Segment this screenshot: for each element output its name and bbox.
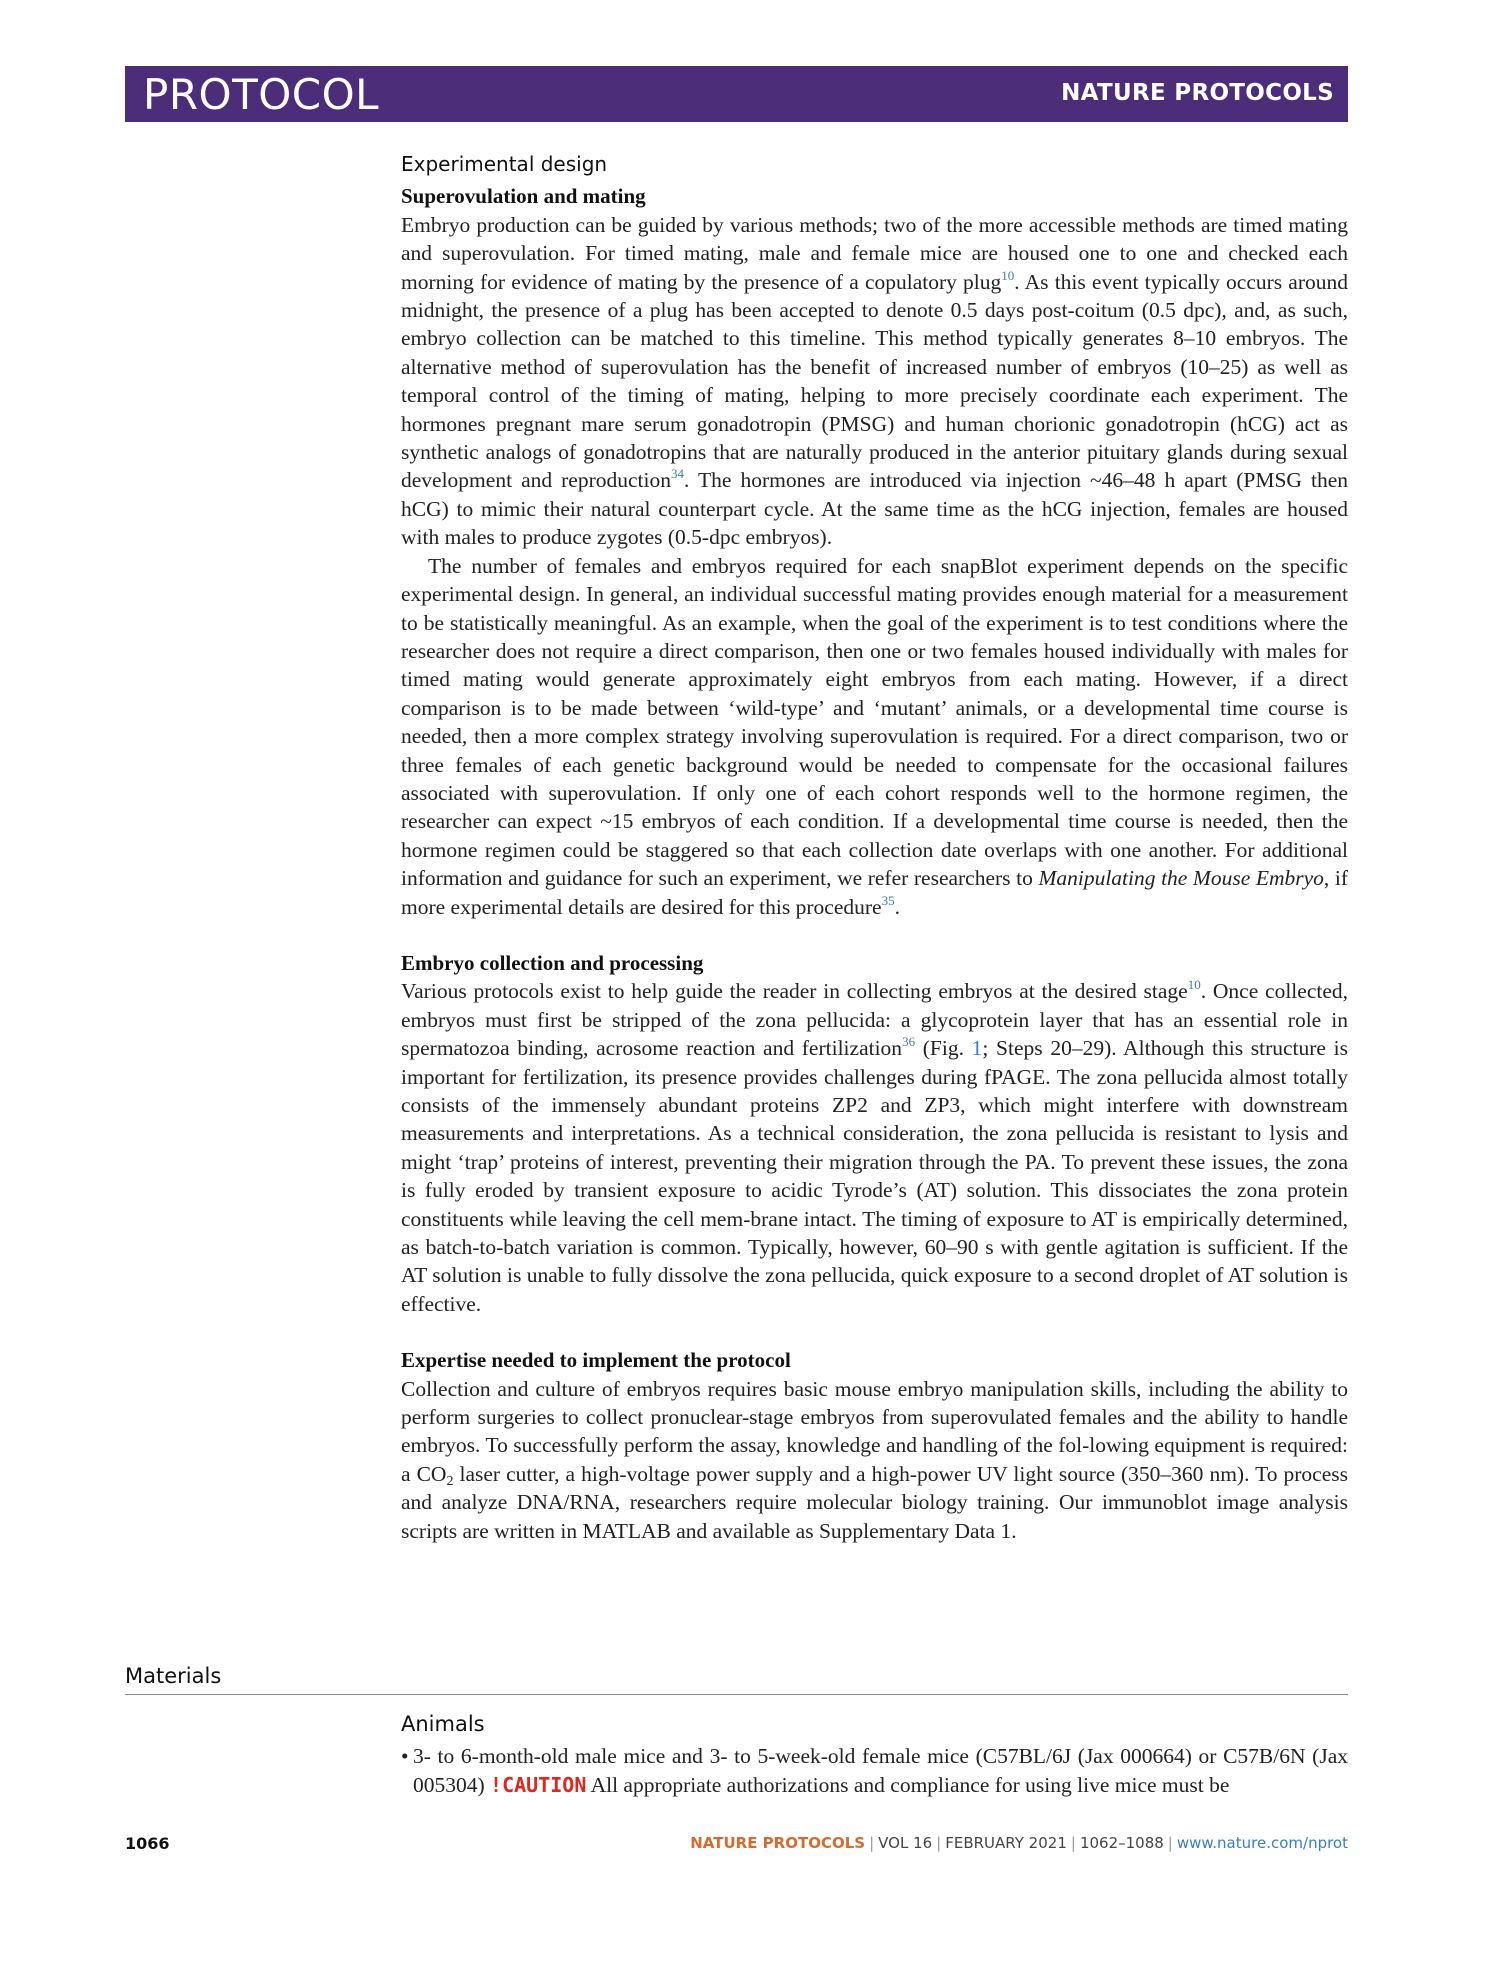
section-divider (125, 1694, 1348, 1695)
paragraph-expertise: Collection and culture of embryos requires basic mouse embryo manipulation skills, including the ability to perform surgeries to collect pronuclear-stage embryos from superovulated females and the ability to handle embryos. To successfully perform the assay, knowledge and handling of the fol-lowing equipment is required: a $CO_2$ laser cutter, a high-voltage power supply and a high-power UV light source (350–360 nm). To process and analyze DNA/RNA, researchers require molecular biology training. Our immunoblot image analysis scripts are written in MATLAB and available as Supplementary Data 1. (401, 1376, 1348, 1543)
subheading-animals: Animals (401, 1712, 485, 1736)
paragraph-embryo-collection: Various protocols exist to help guide the reader in collecting embryos at the desired stage$^{10}$. Once collected, embryos must first be stripped of the zona pellucida: a glycoprotein layer that has an essential role in spermatozoa binding, acrosome reaction and fertilization$^{36}$ (Fig. 1; Steps 20–29). Although this structure is important for fertilization, its presence provides challenges during fPAGE. The zona pellucida almost totally consists of the immensely abundant proteins ZP2 and ZP3, which might interfere with downstream measurements and interpretations. As a technical consideration, the zona pellucida is resistant to lysis and might ‘trap’ proteins of interest, preventing their migration through the PA. To prevent these issues, the zona is fully eroded by transient exposure to acidic Tyrode’s (AT) solution. This dissociates the zona protein constituents while leaving the cell mem-brane intact. The timing of exposure to AT is empirically determined, as batch-to-batch variation is common. Typically, however, 60–90 s with gentle agitation is sufficient. If the AT solution is unable to fully dissolve the zona pellucida, quick exposure to a second droplet of AT solution is effective. (401, 977, 1349, 1316)
footer-url-link[interactable]: www.nature.com/nprot (1176, 1834, 1348, 1852)
reference-link[interactable]: 36 (902, 1034, 916, 1050)
footer-date: FEBRUARY 2021 (945, 1834, 1067, 1852)
section-heading-materials: Materials (125, 1664, 222, 1688)
subheading-superovulation: Superovulation and mating (401, 184, 646, 209)
page-number: 1066 (125, 1834, 170, 1853)
journal-label: NATURE PROTOCOLS (1061, 80, 1334, 106)
reference-link[interactable]: 35 (881, 892, 895, 908)
materials-animals (401, 1710, 1348, 1799)
section-heading-experimental-design: Experimental design (401, 152, 608, 176)
subheading-expertise: Expertise needed to implement the protocol (401, 1348, 791, 1373)
paragraph-superovulation-2: The number of females and embryos required for each snapBlot experiment depends on the specific experimental design. In general, an individual successful mating provides enough material for a measurement to be statistically meaningful. As an example, when the goal of the experiment is to test conditions where the researcher does not require a direct comparison, then one or two females housed individually with males for timed mating would generate approximately eight embryos from each mating. However, if a direct comparison is to be made between ‘wild-type’ and ‘mutant’ animals, or a developmental time course is needed, then a more complex strategy involving superovulation is required. For a direct comparison, two or three females of each genetic background would be needed to compensate for the occasional failures associated with superovulation. If only one of each cohort responds well to the hormone regimen, the researcher can expect ~15 embryos of each condition. If a developmental time course is needed, then the hormone regimen could be staggered so that each collection date overlaps with one another. For additional information and guidance for such an experiment, we refer researchers to Manipulating the Mouse Embryo, if more experimental details are desired for this procedure$^{35}$. (401, 553, 1348, 919)
header-banner (125, 66, 1348, 122)
section-label: PROTOCOL (143, 70, 380, 119)
reference-link[interactable]: 10 (1001, 267, 1015, 283)
footer-citation: NATURE PROTOCOLS | VOL 16 | FEBRUARY 2021 | 1062–1088 | www.nature.com/nprot (690, 1834, 1348, 1852)
footer-journal: NATURE PROTOCOLS (690, 1834, 866, 1852)
main-column (401, 150, 1348, 1545)
paragraph-superovulation-1: Embryo production can be guided by various methods; two of the more accessible methods are timed mating and superovulation. For timed mating, male and female mice are housed one to one and checked each morning for evidence of mating by the presence of a copulatory plug$^{10}$. As this event typically occurs around midnight, the presence of a plug has been accepted to denote 0.5 days post-coitum (0.5 dpc), and, as such, embryo collection can be matched to this timeline. This method typically generates 8–10 embryos. The alternative method of superovulation has the benefit of increased number of embryos (10–25) as well as temporal control of the timing of mating, helping to more precisely coordinate each experiment. The hormones pregnant mare serum gonadotropin (PMSG) and human chorionic gonadotropin (hCG) act as synthetic analogs of gonadotropins that are naturally produced in the anterior pituitary glands during sexual development and reproduction$^{34}$. The hormones are introduced via injection ~46–48 h apart (PMSG then hCG) to mimic their natural counterpart cycle. At the same time as the hCG injection, females are housed with males to produce zygotes (0.5-dpc embryos). (401, 212, 1349, 550)
subheading-embryo-collection: Embryo collection and processing (401, 950, 704, 975)
list-item: • 3- to 6-month-old male mice and 3- to 5-week-old female mice (C57BL/6J (Jax 000664) or C57B/6N (Jax 005304) !CAUTION All appropriate authorizations and compliance for using live mice must be (401, 1744, 1348, 1797)
caution-label: !CAUTION (490, 1772, 587, 1797)
book-title: Manipulating the Mouse Embryo (1038, 866, 1324, 891)
footer-pages: 1062–1088 (1079, 1834, 1164, 1852)
reference-link[interactable]: 34 (671, 466, 684, 482)
figure-link[interactable]: 1 (971, 1036, 983, 1061)
reference-link[interactable]: 10 (1187, 977, 1201, 993)
footer-volume: VOL 16 (878, 1834, 933, 1852)
bullet-icon: • (401, 1744, 409, 1769)
